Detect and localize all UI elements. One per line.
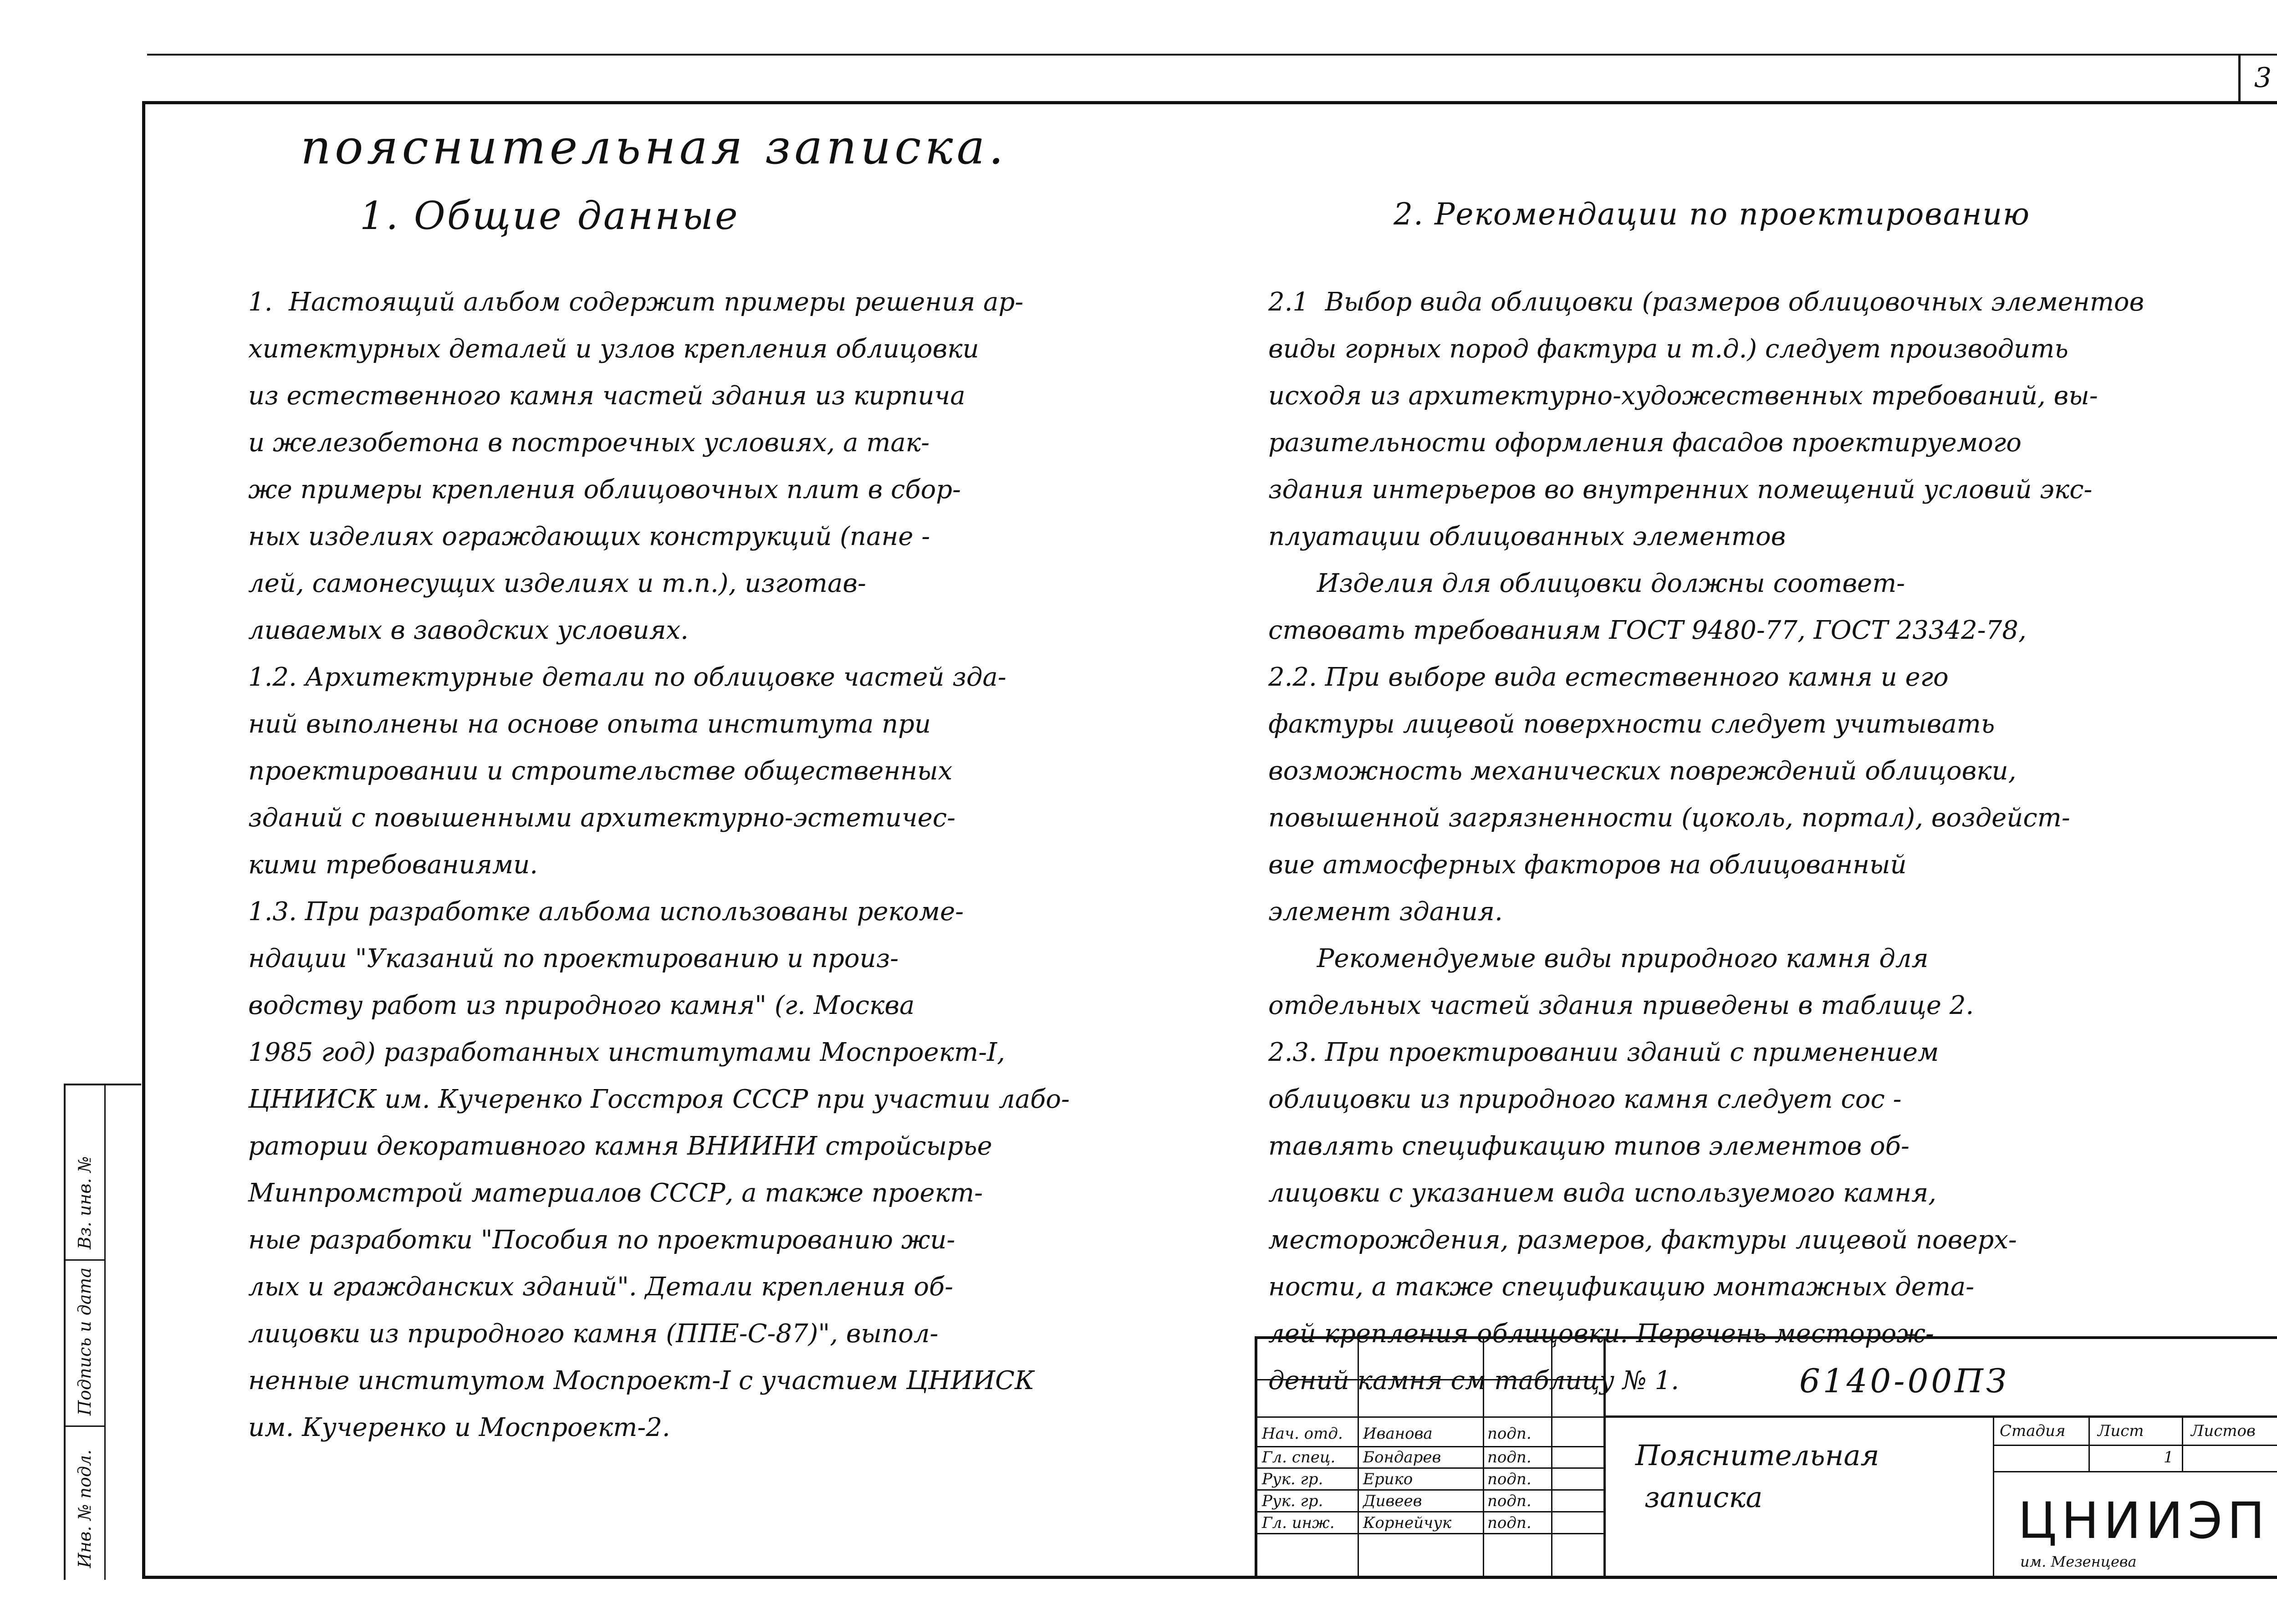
side-stamp: [64, 1084, 141, 1580]
tb-name: Бондарев: [1363, 1448, 1441, 1466]
tb-hline: [1257, 1379, 1603, 1380]
text-line: ливаемых в заводских условиях.: [248, 616, 689, 645]
text-line: 2.3. При проектировании зданий с применением: [1268, 1038, 1939, 1067]
section2-text: [1268, 279, 2144, 1404]
text-line: проектировании и строительстве общественных: [248, 756, 953, 786]
tb-vline: [1993, 1415, 1994, 1579]
stage-label: Стадия: [2000, 1422, 2066, 1440]
tb-role: Гл. спец.: [1262, 1448, 1336, 1466]
text-line: виды горных пород фактура и т.д.) следует производить: [1268, 334, 2068, 364]
tb-vline: [2088, 1415, 2090, 1471]
section1-heading: 1. Общие данные: [360, 193, 740, 238]
text-line: месторождения, размеров, фактуры лицевой поверх-: [1268, 1225, 2017, 1255]
organization-subtitle: им. Мезенцева: [2020, 1553, 2137, 1570]
text-line: ности, а также спецификацию монтажных дета-: [1268, 1272, 1975, 1302]
sheet-title-line1: Пояснительная: [1635, 1439, 1879, 1472]
text-line: 1985 год) разработанных институтами Моспроект-I,: [248, 1038, 1006, 1067]
sheets-label: Листов: [2191, 1422, 2256, 1440]
tb-vline: [2182, 1415, 2183, 1471]
sheet-value: 1: [2164, 1448, 2174, 1466]
text-line: облицовки из природного камня следует сос -: [1268, 1084, 1902, 1114]
sheet-label: Лист: [2098, 1422, 2144, 1440]
text-line: 1. Настоящий альбом содержит примеры решения ар-: [248, 287, 1024, 317]
tb-signature: подп.: [1487, 1492, 1532, 1510]
tb-vline: [1358, 1339, 1359, 1579]
text-line: отдельных частей здания приведены в таблице 2.: [1268, 991, 1974, 1020]
side-divider: [104, 1085, 106, 1580]
page-title: пояснительная записка.: [301, 119, 1007, 175]
organization-name: ЦНИИЭП: [2018, 1492, 2270, 1550]
text-line: зданий с повышенными архитектурно-эстетичес-: [248, 803, 956, 833]
sheet-title: [1635, 1435, 1879, 1518]
tb-hline: [1257, 1467, 1603, 1469]
sheet-title-line2: записка: [1644, 1481, 1763, 1514]
text-line: лицовки с указанием вида используемого камня,: [1268, 1178, 1936, 1208]
text-line: исходя из архитектурно-художественных требований, вы-: [1268, 381, 2098, 411]
text-line: Изделия для облицовки должны соответ-: [1268, 569, 1905, 598]
section1-text: [248, 279, 1070, 1451]
tb-signature: подп.: [1487, 1470, 1532, 1488]
text-line: из естественного камня частей здания из кирпича: [248, 381, 965, 411]
side-cell-sign: [66, 1261, 104, 1427]
text-line: лицовки из природного камня (ППЕ-С-87)", выпол-: [248, 1319, 939, 1349]
tb-role: Рук. гр.: [1262, 1492, 1323, 1510]
tb-hline: [1993, 1471, 2277, 1472]
tb-hline: [1257, 1511, 1603, 1512]
tb-name: Ерико: [1363, 1470, 1413, 1488]
text-line: 1.2. Архитектурные детали по облицовке частей зда-: [248, 662, 1006, 692]
frame-top-line: [147, 54, 2277, 56]
text-line: ндации "Указаний по проектированию и произ-: [248, 944, 899, 973]
document-code: 6140-00ПЗ: [1799, 1362, 2009, 1400]
section2-heading: 2. Рекомендации по проектированию: [1394, 197, 2031, 232]
text-line: Минпромстрой материалов СССР, а также проект-: [248, 1178, 983, 1208]
text-line: здания интерьеров во внутренних помещений условий экс-: [1268, 475, 2093, 504]
text-line: вие атмосферных факторов на облицованный: [1268, 850, 1907, 880]
text-line: элемент здания.: [1268, 897, 1503, 927]
text-line: плуатации облицованных элементов: [1268, 522, 1786, 551]
tb-signature: подп.: [1487, 1514, 1532, 1532]
side-inv-orig-label: Инв. № подл.: [75, 1449, 95, 1568]
tb-name: Иванова: [1363, 1425, 1433, 1443]
page-number: 3: [2238, 54, 2277, 104]
tb-vline: [1551, 1339, 1552, 1579]
text-line: и железобетона в построечных условиях, а так-: [248, 428, 930, 458]
side-cell-orig: [66, 1427, 104, 1580]
tb-role: Рук. гр.: [1262, 1470, 1323, 1488]
tb-role: Нач. отд.: [1262, 1425, 1343, 1443]
text-line: 1.3. При разработке альбома использованы рекоме-: [248, 897, 964, 927]
tb-hline: [1257, 1489, 1603, 1491]
side-sign-date-label: Подпись и дата: [75, 1267, 95, 1415]
tb-hline: [1257, 1533, 1603, 1534]
tb-hline: [1603, 1415, 2277, 1418]
text-line: же примеры крепления облицовочных плит в сбор-: [248, 475, 961, 504]
text-line: Рекомендуемые виды природного камня для: [1268, 944, 1929, 973]
text-line: лей, самонесущих изделиях и т.п.), изготав-: [248, 569, 866, 598]
tb-vline: [1483, 1339, 1484, 1579]
text-line: дений камня см таблицу № 1.: [1268, 1366, 1680, 1395]
text-line: повышенной загрязненности (цоколь, портал), воздейст-: [1268, 803, 2070, 833]
text-line: им. Кучеренко и Моспроект-2.: [248, 1413, 670, 1442]
tb-role: Гл. инж.: [1262, 1514, 1335, 1532]
tb-name: Корнейчук: [1363, 1514, 1452, 1532]
text-line: ствовать требованиям ГОСТ 9480-77, ГОСТ 23342-78,: [1268, 616, 2027, 645]
text-line: возможность механических повреждений облицовки,: [1268, 756, 2017, 786]
text-line: хитектурных деталей и узлов крепления облицовки: [248, 334, 979, 364]
text-line: водству работ из природного камня" (г. Москва: [248, 991, 915, 1020]
tb-signature: подп.: [1487, 1425, 1532, 1443]
text-line: разительности оформления фасадов проектируемого: [1268, 428, 2022, 458]
tb-hline: [1257, 1416, 1603, 1418]
text-line: ратории декоративного камня ВНИИНИ стройсырье: [248, 1131, 992, 1161]
text-line: 2.1 Выбор вида облицовки (размеров облицовочных элементов: [1268, 287, 2144, 317]
text-line: ные разработки "Пособия по проектированию жи-: [248, 1225, 955, 1255]
text-line: тавлять спецификацию типов элементов об-: [1268, 1131, 1909, 1161]
title-block: [1255, 1336, 2277, 1579]
tb-hline: [1257, 1446, 1603, 1447]
side-inv-dup-label: Вз. инв. №: [75, 1156, 95, 1249]
text-line: лей крепления облицовки. Перечень месторож-: [1268, 1319, 1934, 1349]
text-line: ных изделиях ограждающих конструкций (пане -: [248, 522, 930, 551]
text-line: ний выполнены на основе опыта института при: [248, 709, 931, 739]
text-line: ненные институтом Моспроект-I с участием ЦНИИСК: [248, 1366, 1035, 1395]
text-line: 2.2. При выборе вида естественного камня и его: [1268, 662, 1949, 692]
side-cell-dup: [66, 1085, 104, 1261]
text-line: кими требованиями.: [248, 850, 538, 880]
text-line: лых и гражданских зданий". Детали крепления об-: [248, 1272, 954, 1302]
tb-hline: [1993, 1445, 2277, 1446]
tb-vline: [1603, 1339, 1606, 1579]
tb-name: Дивеев: [1363, 1492, 1422, 1510]
text-line: фактуры лицевой поверхности следует учитывать: [1268, 709, 1995, 739]
text-line: ЦНИИСК им. Кучеренко Госстроя СССР при участии лабо-: [248, 1084, 1070, 1114]
tb-signature: подп.: [1487, 1448, 1532, 1466]
